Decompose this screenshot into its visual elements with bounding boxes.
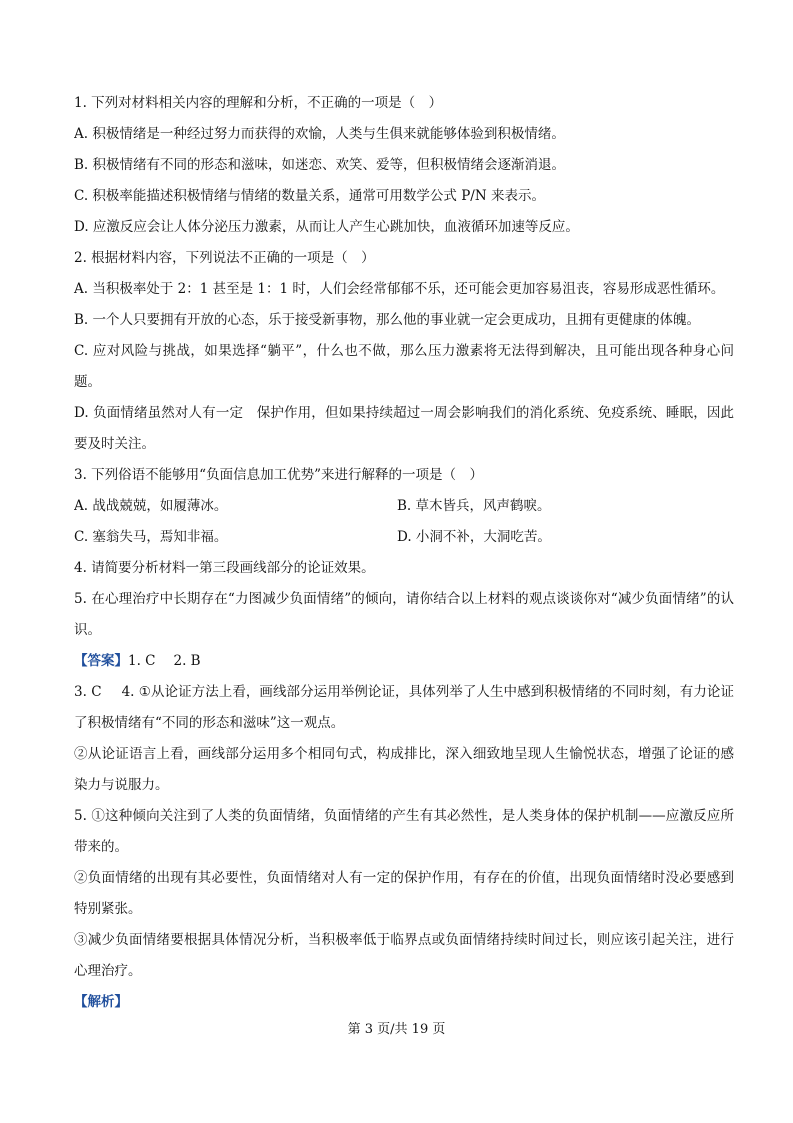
- question-3-options-row-2: [74, 522, 734, 553]
- answer-4-part-1: 4. ①从论证方法上看，画线部分运用举例论证，具体列举了人生中感到积极情绪的不同时刻，有力论证了积极情绪有“不同的形态和滋味”这一观点。: [74, 684, 734, 731]
- question-2-option-a: A. 当积极率处于 2：1 甚至是 1：1 时，人们会经常郁郁不乐，还可能会更加容易沮丧，容易形成恶性循环。: [74, 281, 725, 297]
- answer-2: 2. B: [173, 653, 201, 669]
- answer-1: 1. C: [128, 653, 156, 669]
- question-2-option-c: C. 应对风险与挑战，如果选择“躺平”，什么也不做，那么压力激素将无法得到解决，且可能出现各种身心问题。: [74, 343, 734, 390]
- question-1-option-c: C. 积极率能描述积极情绪与情绪的数量关系，通常可用数学公式 P/N 来表示。: [74, 188, 545, 204]
- question-2-option-b: B. 一个人只要拥有开放的心态，乐于接受新事物，那么他的事业就一定会更成功，且拥有更健康的体魄。: [74, 312, 701, 328]
- question-1-stem: 1. 下列对材料相关内容的理解和分析，不正确的一项是（ ）: [74, 95, 443, 111]
- question-4-stem: 4. 请简要分析材料一第三段画线部分的论证效果。: [74, 560, 375, 576]
- question-5-stem: 5. 在心理治疗中长期存在“力图减少负面情绪”的倾向，请你结合以上材料的观点谈谈你对“减少负面情绪”的认识。: [74, 591, 734, 638]
- question-1-option-d: D. 应激反应会让人体分泌压力激素，从而让人产生心跳加快，血液循环加速等反应。: [74, 219, 579, 235]
- question-3-option-a: A. 战战兢兢，如履薄冰。: [74, 498, 228, 514]
- answer-5-part-3: ③减少负面情绪要根据具体情况分析，当积极率低于临界点或负面情绪持续时间过长，则应该引起关注，进行心理治疗。: [74, 932, 734, 979]
- page-content: [74, 88, 734, 1018]
- answer-line-1: [74, 646, 734, 677]
- answer-5-part-1: 5. ①这种倾向关注到了人类的负面情绪，负面情绪的产生有其必然性，是人类身体的保护机制——应激反应所带来的。: [74, 808, 734, 855]
- question-3-option-d: D. 小洞不补，大洞吃苦。: [397, 529, 551, 545]
- analysis-line: [74, 987, 734, 1018]
- answer-3: 3. C: [74, 684, 102, 700]
- question-3-options-row-1: [74, 491, 734, 522]
- answer-tag: 【答案】: [74, 653, 128, 669]
- answer-3-and-4: [74, 677, 734, 739]
- question-1-option-b: B. 积极情绪有不同的形态和滋味，如迷恋、欢笑、爱等，但积极情绪会逐渐消退。: [74, 157, 566, 173]
- question-2-stem: 2. 根据材料内容，下列说法不正确的一项是（ ）: [74, 250, 375, 266]
- question-3-stem: 3. 下列俗语不能够用“负面信息加工优势”来进行解释的一项是（ ）: [74, 467, 483, 483]
- question-2-option-d: D. 负面情绪虽然对人有一定 保护作用，但如果持续超过一周会影响我们的消化系统、免疫系统、睡眠，因此要及时关注。: [74, 405, 734, 452]
- question-1-option-a: A. 积极情绪是一种经过努力而获得的欢愉，人类与生俱来就能够体验到积极情绪。: [74, 126, 565, 142]
- answer-4-part-2: ②从论证语言上看，画线部分运用多个相同句式，构成排比，深入细致地呈现人生愉悦状态，增强了论证的感染力与说服力。: [74, 746, 734, 793]
- question-3-option-b: B. 草木皆兵，风声鹤唳。: [397, 498, 551, 514]
- answer-5-part-2: ②负面情绪的出现有其必要性，负面情绪对人有一定的保护作用，有存在的价值，出现负面情绪时没必要感到特别紧张。: [74, 870, 734, 917]
- page-footer: 第 3 页/共 19 页: [347, 1022, 446, 1037]
- question-3-option-c: C. 塞翁失马，焉知非福。: [74, 529, 228, 545]
- analysis-tag: 【解析】: [74, 994, 128, 1010]
